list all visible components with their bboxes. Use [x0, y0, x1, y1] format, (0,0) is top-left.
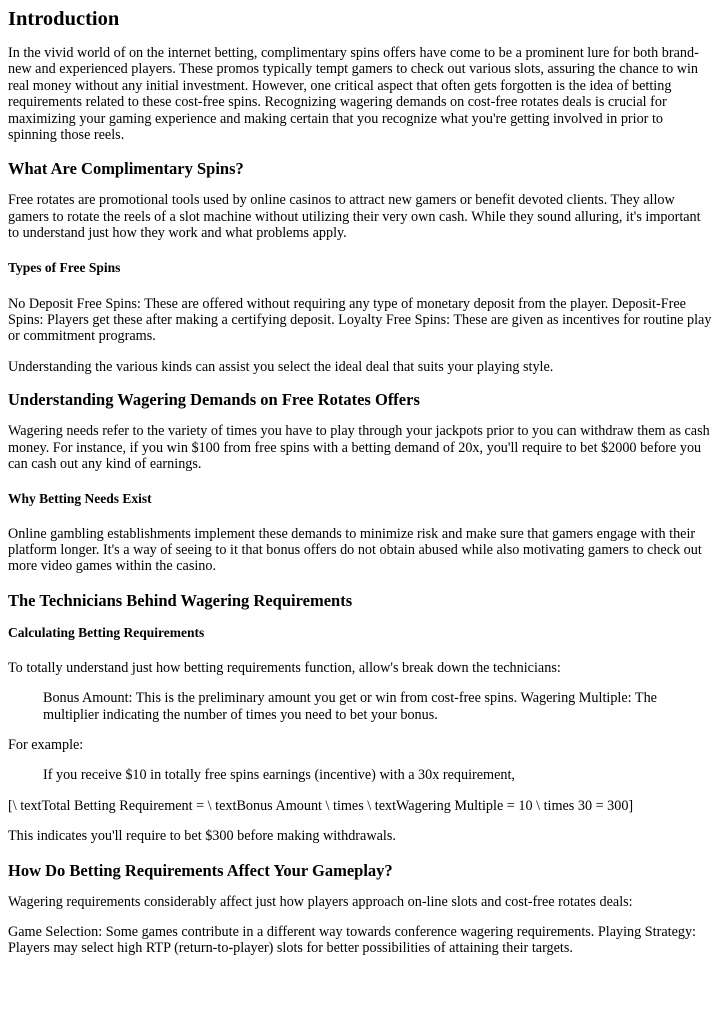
what-paragraph: Free rotates are promotional tools used by online casinos to attract new gamers or benefit devoted clients. They allow gamers to rotate the reels of a slot machine without utilizing their very own cash. While they sound alluring, it's important to understand just how they work and what problems apply.: [8, 192, 701, 242]
section-heading-understanding: Understanding Wagering Demands on Free Rotates Offers: [8, 390, 420, 410]
affect-paragraph: Wagering requirements considerably affect just how players approach on-line slots and cost-free rotates deals:: [8, 893, 633, 910]
example-label: For example:: [8, 736, 84, 753]
calculating-paragraph: To totally understand just how betting requirements function, allow's break down the technicians:: [8, 659, 561, 676]
page-title: Introduction: [8, 8, 120, 30]
subheading-why: Why Betting Needs Exist: [8, 490, 152, 506]
formula-text: [\ textTotal Betting Requirement = \ textBonus Amount \ times \ textWagering Multiple = 10 \ times 30 = 300]: [8, 797, 634, 814]
types-paragraph: No Deposit Free Spins: These are offered without requiring any type of monetary deposit from the player. Deposit-Free Spins: Players get these after making a certifying deposit. Loyalty Free Spins: These are given as incentives for routine play or commitment programs.: [8, 295, 712, 345]
affect-list-paragraph: Game Selection: Some games contribute in a different way towards conference wagering requirements. Playing Strategy: Players may select high RTP (return-to-player) slots for better possibilities of attaining their targets.: [8, 923, 697, 957]
section-heading-affect: How Do Betting Requirements Affect Your Gameplay?: [8, 860, 393, 880]
section-heading-what: What Are Complimentary Spins?: [8, 159, 244, 179]
why-paragraph: Online gambling establishments implement these demands to minimize risk and make sure that gamers engage with their platform longer. It's a way of seeing to it that bonus offers do not obtain abused while also motivating gamers to check out more video games within the casino.: [8, 525, 702, 575]
calculating-list: Bonus Amount: This is the preliminary amount you get or win from cost-free spins. Wagering Multiple: The multiplier indicating the number of times you need to bet your bonus.: [43, 690, 657, 723]
intro-paragraph: In the vivid world of on the internet betting, complimentary spins offers have come to be a prominent lure for both brand-new and experienced players. These promos typically tempt gamers to check out various slots, assuring the chance to win real money without any initial investment. However, one critical aspect that often gets forgotten is the idea of betting requirements related to these cost-free spins. Recognizing wagering demands on cost-free rotates deals is crucial for maximizing your gaming experience and making certain that you recognize what you're getting involved in prior to spinning those reels.: [8, 45, 699, 144]
types-summary-paragraph: Understanding the various kinds can assist you select the ideal deal that suits your playing style.: [8, 358, 554, 375]
section-heading-technicians: The Technicians Behind Wagering Requirements: [8, 590, 353, 610]
subheading-calculating: Calculating Betting Requirements: [8, 624, 205, 640]
example-item: If you receive $10 in totally free spins earnings (incentive) with a 30x requirement,: [43, 767, 515, 784]
understanding-paragraph: Wagering needs refer to the variety of times you have to play through your jackpots prior to you can withdraw them as cash money. For instance, if you win $100 from free spins with a betting demand of 20x, you'll require to bet $2000 before you can cash out any kind of earnings.: [8, 423, 710, 473]
subheading-types: Types of Free Spins: [8, 259, 121, 275]
conclusion-paragraph: This indicates you'll require to bet $300 before making withdrawals.: [8, 828, 396, 845]
